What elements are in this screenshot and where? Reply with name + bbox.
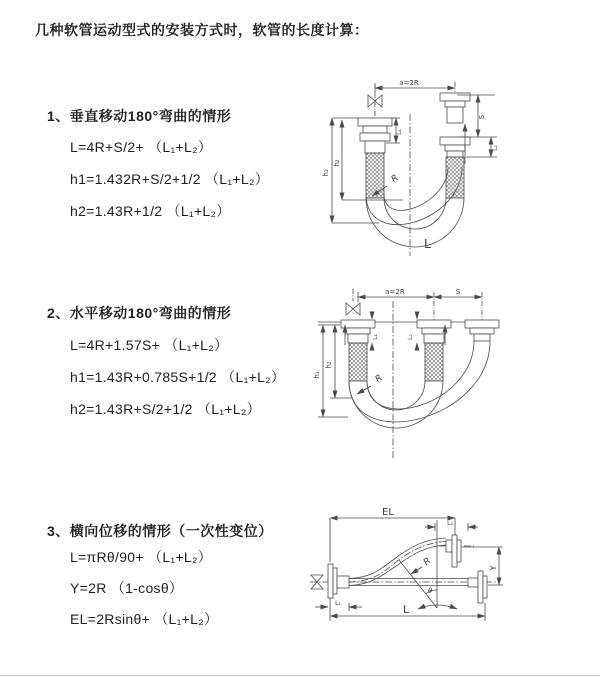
- diagram-lateral-displacement: [300, 505, 600, 645]
- d3-left-flange: [328, 564, 349, 598]
- d1-label-h2: h₂: [333, 159, 341, 167]
- d3-label-l: L: [403, 603, 410, 616]
- section2-heading: 2、水平移动180°弯曲的情形: [47, 305, 232, 321]
- d3-label-el: EL: [382, 507, 394, 518]
- d1-label-a2r: a=2R: [399, 79, 419, 87]
- d3-label-l2: L₂: [447, 520, 453, 527]
- d3-upper-flange: [446, 535, 461, 567]
- d2-braid-section-2: [425, 343, 443, 381]
- d2-label-h2: h₂: [325, 361, 333, 369]
- section1-formula-L: L=4R+S/2+ （L₁+L₂）: [70, 139, 213, 155]
- d1-right-fitting-upper: [440, 93, 470, 123]
- d1-label-r: R: [389, 173, 401, 185]
- section3-heading: 3、横向位移的情形（一次性变位）: [47, 523, 273, 539]
- d2-label-l2: L₂: [407, 334, 414, 340]
- d2-dim-h1: [318, 325, 348, 417]
- section3-formula-L: L=πRθ/90+ （L₁+L₂）: [70, 549, 213, 565]
- d3-label-l1: L₁: [335, 600, 341, 607]
- section2-formula-h2: h2=1.43R+S/2+1/2 （L₁+L₂）: [70, 401, 261, 417]
- diagram-horizontal-180-bend: [300, 283, 595, 463]
- d2-middle-fitting: [417, 320, 451, 381]
- d2-label-h1: h₁: [313, 371, 321, 379]
- d1-right-fitting-lower: [440, 137, 470, 198]
- d3-lower-flange: [468, 571, 487, 603]
- d1-braid-section-2: [446, 157, 464, 198]
- d2-dim-s: [434, 292, 482, 320]
- page-title: 几种软管运动型式的安装方式时，软管的长度计算：: [35, 22, 369, 38]
- section3-formula-EL: EL=2Rsinθ+ （L₁+L₂）: [70, 611, 219, 627]
- d2-left-fitting: [341, 320, 375, 381]
- section1-heading: 1、垂直移动180°弯曲的情形: [47, 108, 232, 124]
- section1-formula-h1: h1=1.432R+S/2+1/2 （L₁+L₂）: [70, 171, 270, 187]
- d3-label-y: Y: [489, 565, 498, 571]
- section3-formula-Y: Y=2R （1-cosθ）: [70, 580, 184, 596]
- d1-label-h1: h₁: [322, 169, 330, 177]
- d2-braid-section: [349, 343, 367, 381]
- d2-label-a2r: a=2R: [385, 288, 405, 296]
- d3-radius-leader: [411, 567, 422, 574]
- section1-formula-h2: h2=1.43R+1/2 （L₁+L₂）: [70, 203, 231, 219]
- section2-formula-L: L=4R+1.57S+ （L₁+L₂）: [70, 337, 229, 353]
- d2-label-l1: L₁: [372, 334, 379, 340]
- d2-dim-a2r: [358, 292, 434, 320]
- d2-hose-curves: [349, 341, 490, 428]
- d1-label-l2: L₂: [492, 145, 499, 151]
- d3-label-r: R: [421, 556, 434, 568]
- d2-label-s: S: [455, 288, 461, 296]
- d3-label-theta: θ: [428, 587, 433, 595]
- diagram-vertical-180-bend: [305, 72, 555, 267]
- diagram3-svg: [300, 505, 600, 645]
- d1-label-s: S: [478, 114, 486, 120]
- d1-label-l: L: [424, 237, 431, 251]
- d2-right-fitting: [465, 320, 499, 341]
- d3-dim-el: [330, 518, 455, 562]
- d2-label-r: R: [373, 373, 385, 385]
- diagram1-svg: [305, 72, 555, 267]
- d1-label-l1: L₁: [396, 129, 403, 135]
- diagram2-svg: [300, 283, 595, 463]
- section2-formula-h1: h1=1.43R+0.785S+1/2 （L₁+L₂）: [70, 369, 286, 385]
- d1-braid-section: [366, 153, 384, 198]
